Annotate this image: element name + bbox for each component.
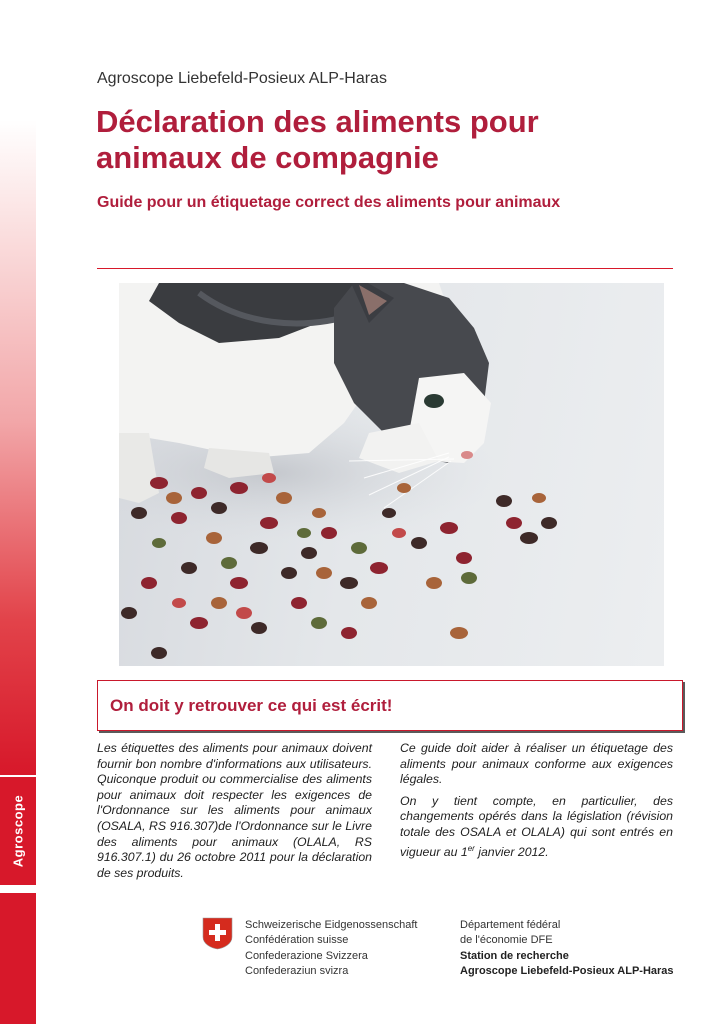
left-column [97,741,372,881]
station-line-2: Agroscope Liebefeld-Posieux ALP-Haras [460,965,674,978]
side-label-text: Agroscope [10,794,26,868]
header-divider [97,268,673,269]
side-band-bottom [0,893,36,1024]
right-paragraph-2 [400,794,673,860]
callout-box [97,680,683,731]
department-block [460,918,674,980]
callout-heading: On doit y retrouver ce qui est écrit! [110,696,393,715]
ordinal-superscript: er [467,843,475,853]
right-paragraph-2-start: On y tient compte, en particulier, des changements opérés dans la législation (révision totale des OSALA et OLALA) qui sont entrés en vigueur au 1 [400,793,673,859]
dept-line-2: de l'économie DFE [460,934,553,947]
page-title [96,104,656,176]
title-line-1: Déclaration des aliments pour [96,104,539,139]
institute-name: Agroscope Liebefeld-Posieux ALP-Haras [97,70,387,87]
dept-line-1: Département fédéral [460,919,561,931]
confed-line-fr: Confédération suisse [245,934,349,947]
confed-line-it: Confederazione Svizzera [245,949,368,962]
side-band-label [0,777,36,885]
side-band-gradient [0,0,36,775]
confederation-block [245,918,417,980]
right-paragraph-1: Ce guide doit aider à réaliser un étiquetage des aliments pour animaux conforme aux exigences légales. [400,741,673,787]
left-paragraph: Les étiquettes des aliments pour animaux doivent fournir bon nombre d'informations aux utilisateurs. Quiconque produit ou commercialise des aliments pour animaux doit respecter les exigences de l'Ordonnance sur les aliments pour animaux (OSALA, RS 916.307)de l'Ordonnance sur le Livre des aliments pour animaux (OLALA, RS 916.307.1) du 26 octobre 2011 pour la déclaration de ses produits. [97,741,372,880]
station-line-1: Station de recherche [460,949,569,962]
cat-photo [119,283,664,666]
right-paragraph-2-end: janvier 2012. [474,844,549,859]
confed-line-de: Schweizerische Eidgenossenschaft [245,919,418,931]
confed-line-rm: Confederaziun svizra [245,965,349,978]
page-subtitle: Guide pour un étiquetage correct des aliments pour animaux [97,194,561,211]
swiss-cross-icon [202,917,233,950]
cat-illustration [119,283,664,666]
title-line-2: animaux de compagnie [96,140,439,175]
right-column [400,741,673,860]
